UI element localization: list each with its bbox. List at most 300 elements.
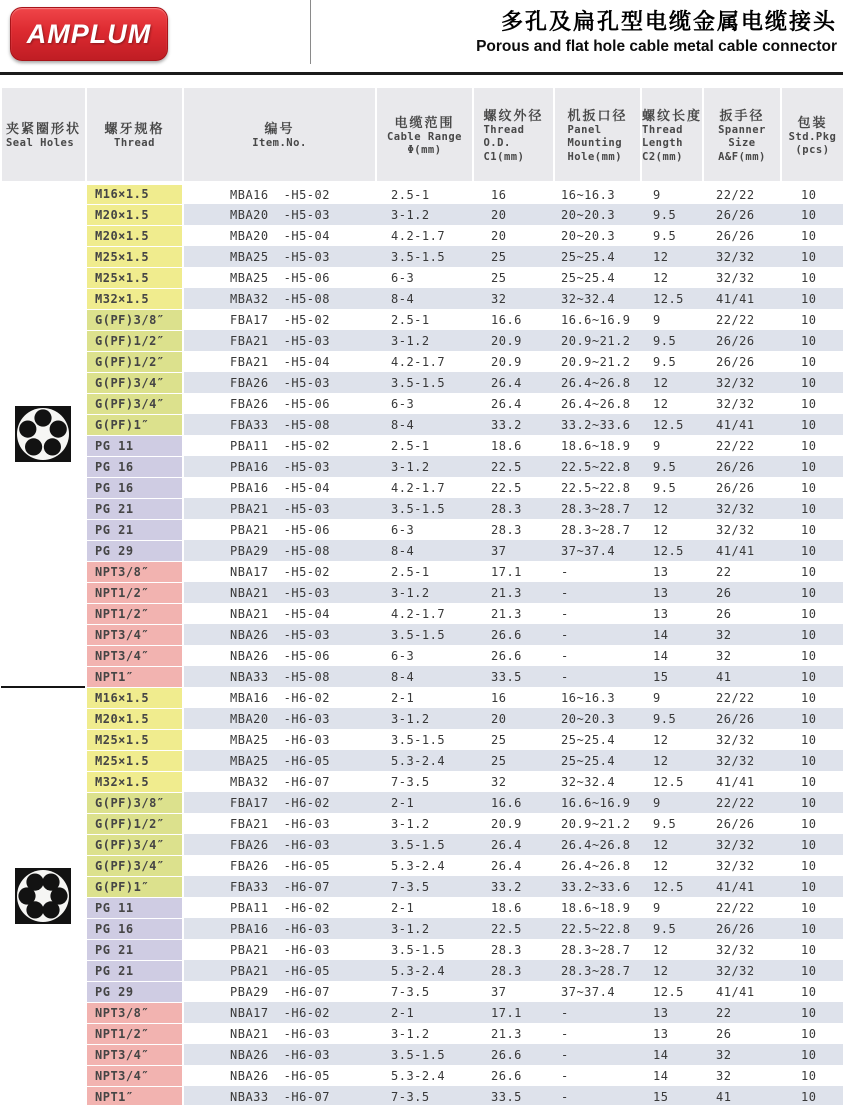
item-no-cell: [183, 183, 376, 204]
cable-range-cell: 7-3.5: [391, 774, 430, 789]
pkg-cell: 10: [801, 942, 817, 957]
thread-cell: G(PF)3/4″: [86, 855, 183, 876]
item-suffix: -H5-03: [283, 333, 330, 348]
panel-hole-cell: 22.5~22.8: [554, 456, 641, 477]
thread-od-cell: 17.1: [473, 1002, 554, 1023]
table-row: [1, 519, 843, 540]
thread-od-cell: 20.9: [491, 816, 522, 831]
item-prefix: NBA21: [230, 585, 269, 600]
table-row: [1, 603, 843, 624]
table-row: [1, 834, 843, 855]
pkg-cell: 10: [781, 876, 843, 897]
spanner-cell: 41/41: [716, 774, 755, 789]
thread-length-cell: 14: [653, 1068, 669, 1083]
thread-cell: G(PF)3/4″: [86, 372, 183, 393]
panel-hole-cell: 20.9~21.2: [554, 330, 641, 351]
seal-holes-image-6: [15, 868, 71, 924]
thread-length-cell: 12: [641, 372, 703, 393]
item-prefix: PBA16: [230, 480, 269, 495]
item-suffix: -H6-07: [283, 774, 330, 789]
item-suffix: -H5-08: [283, 543, 330, 558]
cable-range-cell: 3-1.2: [391, 816, 430, 831]
item-no-cell: [183, 435, 376, 456]
thread-length-cell: 14: [641, 1044, 703, 1065]
amplum-logo-text: AMPLUM: [26, 18, 152, 49]
item-no-cell: [183, 330, 376, 351]
item-prefix: NBA26: [230, 1047, 269, 1062]
spanner-cell: 26: [703, 582, 781, 603]
table-row: [1, 1086, 843, 1105]
panel-hole-cell: -: [561, 606, 569, 621]
thread-length-cell: 12: [641, 246, 703, 267]
table-row: [1, 666, 843, 687]
thread-od-cell: 33.2: [473, 414, 554, 435]
cable-range-cell: 2.5-1: [391, 438, 430, 453]
item-no-cell: [183, 477, 376, 498]
item-prefix: NBA26: [230, 1068, 269, 1083]
item-suffix: -H5-06: [283, 648, 330, 663]
thread-cell: NPT1/2″: [86, 1023, 183, 1044]
item-suffix: -H5-02: [283, 187, 330, 202]
item-prefix: PBA21: [230, 963, 269, 978]
pkg-cell: 10: [801, 312, 817, 327]
item-suffix: -H6-05: [283, 858, 330, 873]
cable-range-cell: 3-1.2: [376, 204, 473, 225]
item-prefix: PBA16: [230, 921, 269, 936]
spanner-cell: 32/32: [703, 246, 781, 267]
item-suffix: -H6-02: [283, 900, 330, 915]
cable-range-cell: 5.3-2.4: [391, 858, 446, 873]
thread-length-cell: 12: [641, 498, 703, 519]
item-no-cell: [183, 603, 376, 624]
item-no-cell: [183, 855, 376, 876]
item-no-cell: [183, 246, 376, 267]
item-suffix: -H5-08: [283, 417, 330, 432]
cable-range-cell: 2-1: [391, 900, 415, 915]
panel-hole-cell: 16.6~16.9: [554, 792, 641, 813]
thread-od-cell: 26.4: [491, 396, 522, 411]
item-suffix: -H5-03: [283, 585, 330, 600]
thread-cell: PG 16: [86, 477, 183, 498]
item-no-cell: [183, 792, 376, 813]
cable-range-cell: 3.5-1.5: [376, 498, 473, 519]
spanner-cell: 26/26: [703, 456, 781, 477]
spanner-cell: 26: [716, 1026, 732, 1041]
panel-hole-cell: 22.5~22.8: [554, 918, 641, 939]
item-suffix: -H6-02: [283, 795, 330, 810]
cable-range-cell: 4.2-1.7: [391, 228, 446, 243]
item-prefix: MBA20: [230, 711, 269, 726]
item-no-cell: [183, 918, 376, 939]
item-suffix: -H6-03: [283, 711, 330, 726]
item-suffix: -H6-03: [283, 1026, 330, 1041]
thread-length-cell: 14: [653, 648, 669, 663]
item-no-cell: [183, 960, 376, 981]
item-no-cell: [183, 1065, 376, 1086]
thread-length-cell: 14: [641, 624, 703, 645]
item-suffix: -H6-03: [283, 732, 330, 747]
cable-range-cell: 2-1: [376, 1002, 473, 1023]
cable-range-cell: 4.2-1.7: [391, 354, 446, 369]
thread-length-cell: 9.5: [653, 354, 677, 369]
item-no-cell: [183, 981, 376, 1002]
panel-hole-cell: 25~25.4: [554, 246, 641, 267]
panel-hole-cell: 16.6~16.9: [561, 312, 631, 327]
pkg-cell: 10: [801, 270, 817, 285]
pkg-cell: 10: [801, 187, 817, 202]
pkg-cell: 10: [781, 246, 843, 267]
item-suffix: -H5-03: [283, 627, 330, 642]
item-suffix: -H6-03: [283, 837, 330, 852]
cable-range-cell: 2-1: [391, 690, 415, 705]
item-prefix: FBA33: [230, 879, 269, 894]
cable-range-cell: 8-4: [376, 666, 473, 687]
item-no-cell: [183, 309, 376, 330]
pkg-cell: 10: [781, 960, 843, 981]
thread-cell: M25×1.5: [86, 750, 183, 771]
spanner-cell: 32/32: [716, 522, 755, 537]
item-suffix: -H5-08: [283, 669, 330, 684]
item-no-cell: [183, 729, 376, 750]
thread-od-cell: 28.3: [473, 960, 554, 981]
table-row: [1, 1044, 843, 1065]
thread-length-cell: 12: [653, 522, 669, 537]
thread-od-cell: 21.3: [473, 582, 554, 603]
panel-hole-cell: 26.4~26.8: [561, 396, 631, 411]
item-prefix: MBA25: [230, 270, 269, 285]
pkg-cell: 10: [781, 666, 843, 687]
item-no-cell: [183, 750, 376, 771]
table-row: [1, 204, 843, 225]
pkg-cell: 10: [781, 204, 843, 225]
thread-cell: G(PF)3/8″: [86, 792, 183, 813]
spanner-cell: 41: [703, 666, 781, 687]
panel-hole-cell: 26.4~26.8: [561, 858, 631, 873]
table-row: [1, 792, 843, 813]
thread-length-cell: 12: [641, 960, 703, 981]
panel-hole-cell: 33.2~33.6: [554, 876, 641, 897]
thread-od-cell: 33.5: [473, 1086, 554, 1105]
panel-hole-cell: 28.3~28.7: [554, 498, 641, 519]
thread-length-cell: 15: [641, 666, 703, 687]
item-no-cell: [183, 624, 376, 645]
panel-hole-cell: 28.3~28.7: [554, 960, 641, 981]
item-prefix: NBA17: [230, 564, 269, 579]
item-no-cell: [183, 687, 376, 708]
item-no-cell: [183, 225, 376, 246]
cable-range-cell: 2.5-1: [391, 312, 430, 327]
item-suffix: -H5-03: [283, 501, 330, 516]
page-title-en: Porous and flat hole cable metal cable connector: [476, 38, 837, 55]
item-no-cell: [183, 288, 376, 309]
thread-cell: M20×1.5: [86, 708, 183, 729]
item-no-cell: [183, 267, 376, 288]
pkg-cell: 10: [781, 792, 843, 813]
spanner-cell: 41/41: [716, 984, 755, 999]
item-suffix: -H5-03: [283, 249, 330, 264]
thread-cell: NPT3/4″: [86, 1044, 183, 1065]
cable-range-cell: 3-1.2: [376, 456, 473, 477]
thread-cell: NPT3/4″: [86, 624, 183, 645]
thread-length-cell: 9: [653, 690, 661, 705]
pkg-cell: 10: [801, 438, 817, 453]
table-row: [1, 456, 843, 477]
table-body: [1, 183, 843, 1105]
item-prefix: PBA16: [230, 459, 269, 474]
thread-length-cell: 9.5: [653, 816, 677, 831]
item-prefix: FBA26: [230, 858, 269, 873]
thread-length-cell: 12: [641, 834, 703, 855]
pkg-cell: 10: [801, 858, 817, 873]
item-no-cell: [183, 540, 376, 561]
thread-od-cell: 20: [473, 204, 554, 225]
thread-od-cell: 16.6: [473, 792, 554, 813]
thread-cell: PG 21: [86, 960, 183, 981]
thread-cell: PG 11: [86, 435, 183, 456]
thread-cell: PG 21: [86, 498, 183, 519]
item-prefix: FBA33: [230, 417, 269, 432]
cable-range-cell: 3-1.2: [376, 330, 473, 351]
spanner-cell: 26/26: [716, 228, 755, 243]
thread-od-cell: 22.5: [491, 480, 522, 495]
thread-od-cell: 28.3: [491, 522, 522, 537]
spanner-cell: 26: [716, 606, 732, 621]
item-no-cell: [183, 582, 376, 603]
table-row: [1, 624, 843, 645]
pkg-cell: 10: [781, 288, 843, 309]
spanner-cell: 22/22: [716, 900, 755, 915]
thread-cell: NPT3/4″: [86, 1065, 183, 1086]
pkg-cell: 10: [801, 690, 817, 705]
cable-range-cell: 6-3: [391, 648, 415, 663]
item-prefix: PBA11: [230, 438, 269, 453]
panel-hole-cell: 28.3~28.7: [561, 942, 631, 957]
item-no-cell: [183, 204, 376, 225]
panel-hole-cell: 25~25.4: [561, 270, 616, 285]
col-header-thread: 螺牙规格 Thread: [86, 88, 183, 183]
panel-hole-cell: 32~32.4: [561, 774, 616, 789]
cable-range-cell: 3.5-1.5: [376, 834, 473, 855]
cable-range-cell: 5.3-2.4: [376, 750, 473, 771]
thread-cell: NPT1″: [86, 666, 183, 687]
thread-length-cell: 9.5: [641, 708, 703, 729]
cable-range-cell: 6-3: [391, 270, 415, 285]
thread-od-cell: 20: [473, 708, 554, 729]
spanner-cell: 32/32: [703, 834, 781, 855]
item-prefix: FBA21: [230, 333, 269, 348]
thread-length-cell: 12: [653, 396, 669, 411]
cable-range-cell: 3.5-1.5: [376, 246, 473, 267]
thread-cell: M32×1.5: [86, 771, 183, 792]
pkg-cell: 10: [801, 396, 817, 411]
table-row: [1, 183, 843, 204]
spanner-cell: 22/22: [716, 187, 755, 202]
thread-cell: PG 29: [86, 981, 183, 1002]
item-prefix: FBA21: [230, 816, 269, 831]
item-suffix: -H5-04: [283, 228, 330, 243]
table-header: [1, 88, 843, 183]
thread-length-cell: 9.5: [653, 228, 677, 243]
table-row: [1, 309, 843, 330]
pkg-cell: 10: [801, 774, 817, 789]
item-suffix: -H6-07: [283, 879, 330, 894]
thread-cell: M20×1.5: [86, 204, 183, 225]
thread-od-cell: 18.6: [491, 438, 522, 453]
cable-range-cell: 3.5-1.5: [391, 942, 446, 957]
thread-cell: NPT1/2″: [86, 582, 183, 603]
thread-od-cell: 17.1: [491, 564, 522, 579]
spanner-cell: 41/41: [703, 414, 781, 435]
cable-range-cell: 8-4: [376, 414, 473, 435]
thread-length-cell: 9: [653, 900, 661, 915]
item-no-cell: [183, 708, 376, 729]
panel-hole-cell: 37~37.4: [554, 540, 641, 561]
cable-range-cell: 3.5-1.5: [376, 1044, 473, 1065]
col-header-std-pkg: 包装 Std.Pkg (pcs): [781, 88, 843, 183]
item-suffix: -H5-02: [283, 564, 330, 579]
pkg-cell: 10: [781, 330, 843, 351]
item-suffix: -H5-02: [283, 312, 330, 327]
thread-od-cell: 25: [491, 732, 507, 747]
thread-length-cell: 12: [653, 858, 669, 873]
thread-length-cell: 13: [653, 564, 669, 579]
cable-range-cell: 7-3.5: [376, 876, 473, 897]
item-suffix: -H5-06: [283, 270, 330, 285]
thread-length-cell: 12.5: [641, 288, 703, 309]
thread-length-cell: 12.5: [641, 540, 703, 561]
thread-cell: NPT1″: [86, 1086, 183, 1105]
thread-cell: PG 16: [86, 918, 183, 939]
table-row: [1, 582, 843, 603]
item-no-cell: [183, 456, 376, 477]
col-header-thread-length: 螺纹长度 Thread Length C2(mm): [641, 88, 703, 183]
thread-cell: M16×1.5: [86, 183, 183, 204]
cable-range-cell: 7-3.5: [391, 984, 430, 999]
item-prefix: FBA26: [230, 396, 269, 411]
item-suffix: -H5-03: [283, 207, 330, 222]
item-prefix: MBA25: [230, 753, 269, 768]
spanner-cell: 32/32: [703, 372, 781, 393]
table-row: [1, 729, 843, 750]
pkg-cell: 10: [781, 1044, 843, 1065]
thread-cell: G(PF)3/4″: [86, 393, 183, 414]
thread-length-cell: 12: [653, 942, 669, 957]
item-suffix: -H5-04: [283, 480, 330, 495]
thread-cell: PG 29: [86, 540, 183, 561]
table-row: [1, 645, 843, 666]
panel-hole-cell: 18.6~18.9: [561, 438, 631, 453]
thread-length-cell: 12.5: [641, 876, 703, 897]
cable-range-cell: 8-4: [376, 288, 473, 309]
panel-hole-cell: 20~20.3: [554, 708, 641, 729]
spanner-cell: 32/32: [716, 942, 755, 957]
thread-od-cell: 33.2: [473, 876, 554, 897]
table-row: [1, 414, 843, 435]
col-header-panel-hole: 机扳口径 Panel Mounting Hole(mm): [554, 88, 641, 183]
spanner-cell: 32: [716, 648, 732, 663]
panel-hole-cell: 32~32.4: [554, 288, 641, 309]
item-suffix: -H5-02: [283, 438, 330, 453]
item-prefix: MBA20: [230, 207, 269, 222]
thread-od-cell: 20.9: [491, 354, 522, 369]
thread-cell: PG 21: [86, 939, 183, 960]
panel-hole-cell: 18.6~18.9: [561, 900, 631, 915]
thread-od-cell: 16.6: [491, 312, 522, 327]
pkg-cell: 10: [781, 414, 843, 435]
item-no-cell: [183, 645, 376, 666]
panel-hole-cell: 37~37.4: [561, 984, 616, 999]
panel-hole-cell: -: [554, 624, 641, 645]
thread-length-cell: 9: [653, 438, 661, 453]
item-prefix: PBA21: [230, 942, 269, 957]
panel-hole-cell: -: [554, 1086, 641, 1105]
cable-range-cell: 7-3.5: [376, 1086, 473, 1105]
item-prefix: NBA21: [230, 1026, 269, 1041]
thread-od-cell: 32: [491, 774, 507, 789]
cable-range-cell: 3-1.2: [376, 582, 473, 603]
item-no-cell: [183, 1044, 376, 1065]
table-row: [1, 393, 843, 414]
amplum-logo: [10, 7, 168, 61]
spanner-cell: 22/22: [716, 690, 755, 705]
item-prefix: NBA33: [230, 1089, 269, 1104]
thread-od-cell: 16: [491, 187, 507, 202]
pkg-cell: 10: [801, 732, 817, 747]
thread-cell: G(PF)1/2″: [86, 813, 183, 834]
thread-cell: G(PF)3/4″: [86, 834, 183, 855]
panel-hole-cell: 26.4~26.8: [554, 834, 641, 855]
item-prefix: MBA16: [230, 187, 269, 202]
cable-range-cell: 3.5-1.5: [376, 624, 473, 645]
panel-hole-cell: -: [554, 1002, 641, 1023]
table-row: [1, 288, 843, 309]
thread-length-cell: 9.5: [641, 456, 703, 477]
item-no-cell: [183, 519, 376, 540]
item-no-cell: [183, 372, 376, 393]
panel-hole-cell: -: [554, 666, 641, 687]
pkg-cell: 10: [781, 540, 843, 561]
item-no-cell: [183, 1086, 376, 1105]
thread-od-cell: 28.3: [491, 942, 522, 957]
thread-od-cell: 26.6: [491, 648, 522, 663]
thread-length-cell: 9: [653, 187, 661, 202]
table-row: [1, 330, 843, 351]
panel-hole-cell: -: [554, 582, 641, 603]
thread-length-cell: 13: [641, 1002, 703, 1023]
thread-length-cell: 9.5: [641, 204, 703, 225]
thread-od-cell: 26.6: [473, 1044, 554, 1065]
thread-length-cell: 12: [653, 732, 669, 747]
spanner-cell: 26/26: [716, 816, 755, 831]
item-prefix: NBA33: [230, 669, 269, 684]
item-prefix: MBA16: [230, 690, 269, 705]
thread-length-cell: 9.5: [653, 480, 677, 495]
pkg-cell: 10: [801, 564, 817, 579]
item-prefix: FBA26: [230, 375, 269, 390]
panel-hole-cell: -: [561, 564, 569, 579]
item-suffix: -H5-03: [283, 375, 330, 390]
panel-hole-cell: 25~25.4: [561, 732, 616, 747]
cable-range-cell: 2.5-1: [391, 564, 430, 579]
thread-od-cell: 21.3: [491, 1026, 522, 1041]
panel-hole-cell: 20~20.3: [561, 228, 616, 243]
spanner-cell: 22: [703, 1002, 781, 1023]
thread-length-cell: 12.5: [653, 774, 684, 789]
thread-cell: NPT3/8″: [86, 1002, 183, 1023]
spanner-cell: 32/32: [716, 732, 755, 747]
pkg-cell: 10: [801, 606, 817, 621]
table-row: [1, 708, 843, 729]
